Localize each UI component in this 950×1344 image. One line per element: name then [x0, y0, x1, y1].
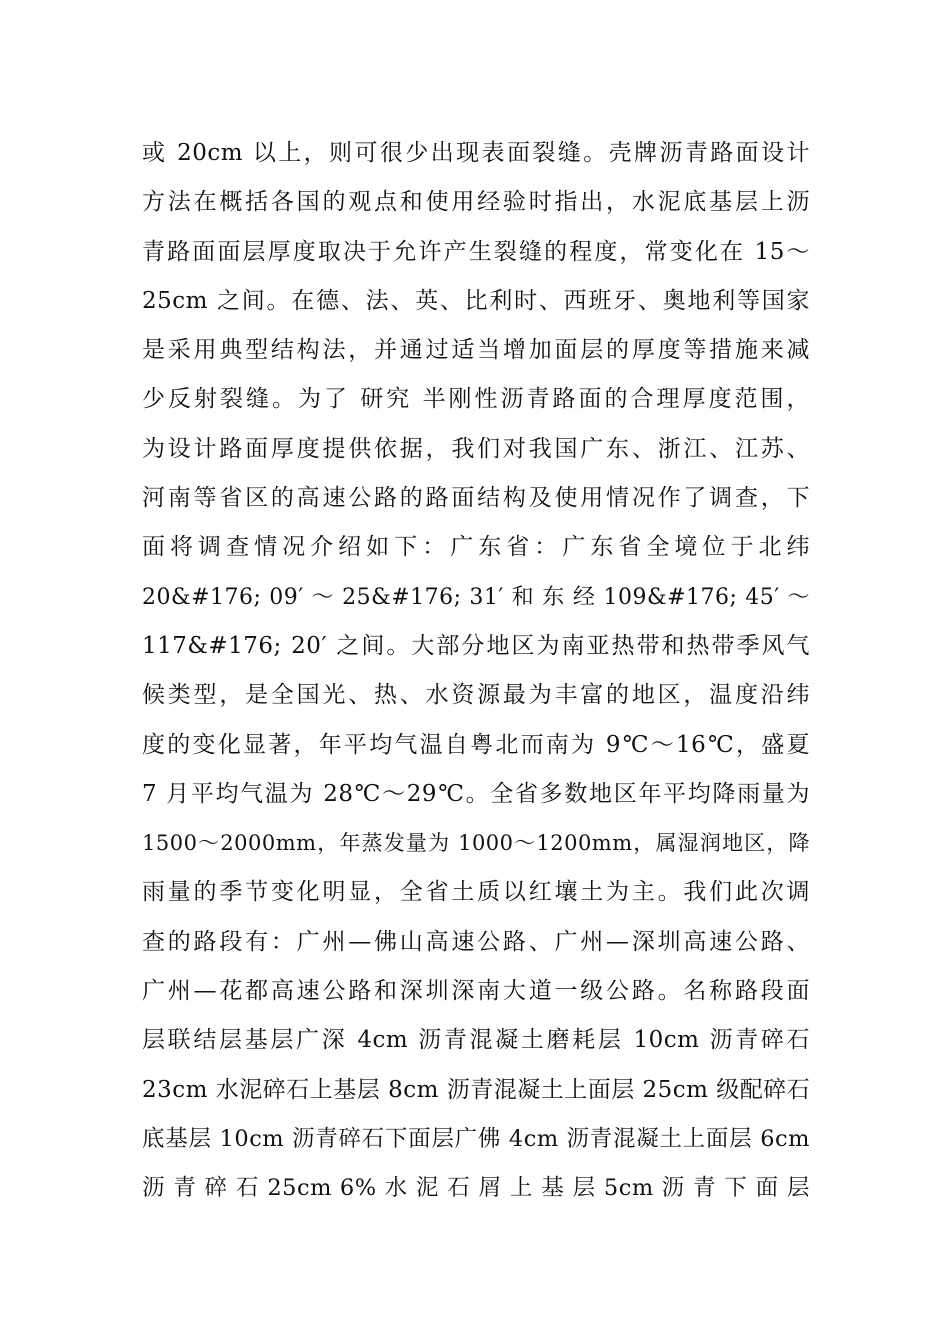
text-line: 是采用典型结构法，并通过适当增加面层的厚度等措施来减 — [142, 337, 810, 364]
text-line: 1500～2000mm，年蒸发量为 1000～1200mm，属湿润地区，降 — [142, 831, 810, 856]
text-line: 度的变化显著，年平均气温自粤北而南为 9℃～16℃，盛夏 — [142, 731, 810, 758]
text-line: 河南等省区的高速公路的路面结构及使用情况作了调查，下 — [142, 485, 810, 512]
text-line: 候类型，是全国光、热、水资源最为丰富的地区，温度沿纬 — [142, 682, 810, 709]
text-line: 7 月平均气温为 28℃～29℃。全省多数地区年平均降雨量为 — [142, 780, 810, 807]
text-line: 面将调查情况介绍如下：广东省：广东省全境位于北纬 — [142, 534, 810, 561]
text-line: 或 20cm 以上，则可很少出现表面裂缝。壳牌沥青路面设计 — [142, 140, 810, 166]
text-line: 25cm 之间。在德、法、英、比利时、西班牙、奥地利等国家 — [142, 287, 810, 314]
text-line: 查的路段有：广州—佛山高速公路、广州—深圳高速公路、 — [142, 928, 810, 955]
text-line: 底基层 10cm 沥青碎石下面层广佛 4cm 沥青混凝土上面层 6cm — [142, 1125, 810, 1152]
text-line: 20&#176; 09′ ～ 25&#176; 31′ 和 东 经 109&#176; 45′ ～ — [142, 584, 810, 610]
text-line: 层联结层基层广深 4cm 沥青混凝土磨耗层 10cm 沥青碎石 — [142, 1027, 810, 1054]
text-line: 为设计路面厚度提供依据，我们对我国广东、浙江、江苏、 — [142, 435, 810, 462]
text-line: 沥 青 碎 石 25cm 6% 水 泥 石 屑 上 基 层 5cm 沥 青 下 面 层 — [142, 1175, 810, 1202]
body-text — [142, 129, 810, 1214]
text-line: 117&#176; 20′ 之间。大部分地区为南亚热带和热带季风气 — [142, 632, 810, 659]
text-line: 青路面面层厚度取决于允许产生裂缝的程度，常变化在 15～ — [142, 238, 810, 265]
text-line: 少反射裂缝。为了 研究 半刚性沥青路面的合理厚度范围， — [142, 386, 810, 413]
text-line: 23cm 水泥碎石上基层 8cm 沥青混凝土上面层 25cm 级配碎石 — [142, 1076, 810, 1103]
text-line: 方法在概括各国的观点和使用经验时指出，水泥底基层上沥 — [142, 189, 810, 216]
text-line: 广州—花都高速公路和深圳深南大道一级公路。名称路段面 — [142, 978, 810, 1005]
text-line: 雨量的季节变化明显，全省土质以红壤土为主。我们此次调 — [142, 879, 810, 906]
